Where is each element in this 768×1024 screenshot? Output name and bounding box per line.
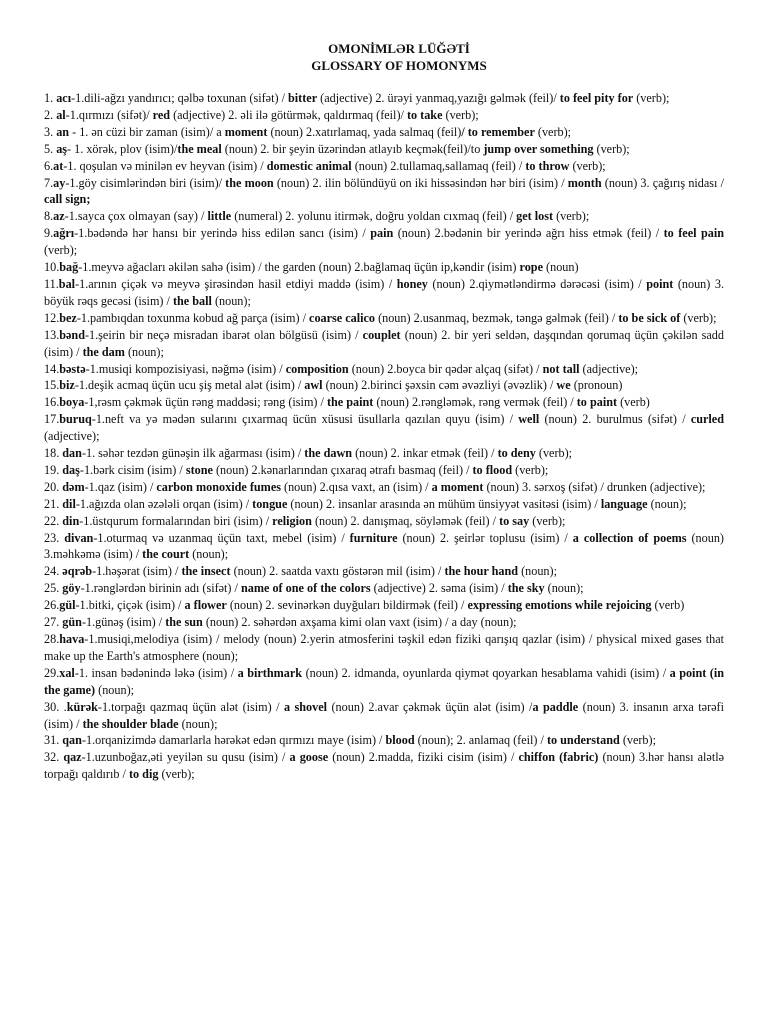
entry-text: (noun) 2.qısa vaxt, an (isim) / (280, 479, 432, 494)
entry-bold-text: bez (59, 310, 77, 325)
entry-text: -1.dili-ağzı yandırıcı; qəlbə toxunan (sifət) / (71, 91, 289, 105)
entry-bold-text: bəstə (59, 361, 86, 376)
entry-text: (verb); (158, 767, 195, 782)
entry-text: 21. (44, 496, 63, 511)
entry-text: -1.sayca çox olmayan (say) / (64, 209, 208, 224)
entry-text: (noun) 2. danışmaq, söyləmək (feil) / (311, 513, 500, 528)
entry-bold-text: the insect (181, 564, 231, 579)
entry-text: -1,rəsm çəkmək üçün rəng maddəsi; rəng (isim) / (84, 395, 327, 410)
glossary-entry (44, 614, 724, 631)
entry-bold-text: to feel pain (663, 226, 725, 241)
entry-bold-text: an (56, 124, 70, 139)
entry-text: (noun); (95, 682, 135, 697)
entry-text: (noun) 2.rəngləmək, rəng vermək (feil) / (373, 395, 577, 410)
entry-bold-text: hava (59, 632, 85, 646)
entry-text: 1. (44, 91, 57, 105)
entry-text: 12. (44, 310, 60, 325)
glossary-entry (44, 377, 724, 394)
entry-text: 9. (44, 226, 54, 241)
glossary-entry (44, 462, 724, 479)
entry-bold-text: language (600, 496, 648, 511)
entry-text: -1.qırmızı (sifət)/ (65, 107, 153, 122)
entry-bold-text: month (567, 175, 602, 190)
entry-bold-text: a collection of poems (572, 530, 687, 545)
entry-text: -1.günəş (isim) / (81, 615, 166, 630)
entry-text: 23. (44, 530, 65, 545)
entry-text: (noun) 2. idmanda, oyunlarda qiymət qoyarkan hesablama vahidi (isim) / (302, 665, 670, 680)
entry-bold-text: composition (285, 361, 349, 376)
entry-text: -1.musiqi,melodiya (isim) / melody (noun) 2.yerin atmosferini təşkil edən fiziki qarışıq qazlar (isim) / physical mixed gases that make up the Earth's atmosphere (noun); (44, 632, 724, 663)
glossary-entry (44, 563, 724, 580)
entry-text: 14. (44, 361, 60, 376)
entry-text: (adjective) 2. ürəyi yanmaq,yazığı gəlmək (feil)/ (317, 91, 560, 105)
entry-text: (numeral) 2. yolunu itirmək, doğru yoldan cıxmaq (feil) / (231, 209, 517, 224)
entry-text: (noun); 2. anlamaq (feil) / (414, 733, 547, 748)
entry-text: (noun) 2.birinci şəxsin cəm əvəzliyi (əvəzlik) / (322, 378, 557, 393)
entry-bold-text: kürək (66, 699, 98, 714)
entry-text: (noun) 2. burulmus (sifət) / (539, 412, 691, 427)
entry-text: -1.oturmaq və uzanmaq üçün taxt, mebel (isim) / (93, 530, 350, 545)
entry-bold-text: to say (499, 513, 530, 528)
entry-bold-text: dil (62, 496, 76, 511)
glossary-entry (44, 732, 724, 749)
entry-text: (noun) 2. saatda vaxtı göstərən mil (isim) / (230, 564, 445, 579)
entry-text: -1.musiqi kompozisiyasi, nəğmə (isim) / (85, 361, 286, 376)
entry-text: (noun) 2.usanmaq, bezmək, təngə gəlmək (feil) / (375, 310, 619, 325)
entry-text: 31. (44, 733, 63, 748)
entry-bold-text: the paint (326, 395, 374, 410)
entry-text: 5. (44, 141, 57, 156)
entry-bold-text: bənd (59, 327, 85, 342)
entry-bold-text: pain (370, 226, 394, 241)
entry-bold-text: domestic animal (266, 158, 352, 173)
entry-text: -1.deşik acmaq üçün ucu şiş metal alət (isim) / (74, 378, 305, 393)
entry-bold-text: to understand (546, 733, 620, 748)
entry-text: (verb); (633, 91, 670, 105)
entry-text: (verb); (512, 462, 549, 477)
entry-text: 25. (44, 581, 63, 596)
entry-text: (verb); (619, 733, 656, 748)
entry-text: (noun) 2.madda, fiziki cisim (isim) / (328, 750, 519, 765)
entry-bold-text: gül (59, 598, 76, 613)
entry-bold-text: the sky (507, 581, 545, 596)
entry-text: 30. . (44, 699, 67, 714)
entry-text: (verb); (529, 513, 566, 528)
entry-bold-text: we (556, 378, 571, 393)
entry-text: (noun) 3. çağırış nidası / (601, 175, 724, 190)
entry-text: (noun) 2.kənarlarından çıxaraq ətrafı basmaq (feil) / (212, 462, 473, 477)
entry-text: (noun) 2. şeirlər toplusu (isim) / (397, 530, 573, 545)
entry-text: (verb); (442, 107, 479, 122)
entry-text: (noun) 2. bir yeri seldən, daşqından qorumaq üçün çəkilən sadd (isim) / (44, 327, 724, 359)
entry-text: (verb); (680, 310, 717, 325)
entry-bold-text: ay (53, 175, 66, 190)
glossary-list (44, 90, 724, 783)
entry-text: -1.həşərat (isim) / (92, 564, 182, 579)
entry-text: (pronoun) (570, 378, 623, 393)
entry-bold-text: aş (56, 141, 68, 156)
glossary-entry (44, 361, 724, 378)
entry-text: 7. (44, 175, 54, 190)
entry-text: (adjective); (44, 429, 100, 444)
entry-bold-text: a goose (289, 750, 329, 765)
entry-text: 29. (44, 665, 60, 680)
entry-bold-text: biz (59, 378, 75, 393)
entry-bold-text: the court (142, 547, 190, 562)
glossary-entry (44, 259, 724, 276)
entry-bold-text: religion (272, 513, 312, 528)
entry-text: -1.pambıqdan toxunma kobud ağ parça (isim) / (76, 310, 310, 325)
entry-text: -1.uzunboğaz,əti yeyilən su qusu (isim) / (81, 750, 290, 765)
entry-bold-text: gün (62, 615, 82, 630)
entry-text: 8. (44, 209, 54, 224)
entry-text: (noun); (189, 547, 229, 562)
entry-text: (adjective); (579, 361, 639, 376)
entry-bold-text: / to remember (461, 124, 535, 139)
entry-bold-text: bağ (59, 260, 79, 275)
entry-bold-text: qan (62, 733, 82, 748)
entry-text: 3. (44, 124, 57, 139)
entry-text: -1.bitki, çiçək (isim) / (75, 598, 185, 613)
entry-bold-text: moment (224, 124, 268, 139)
entry-text: 17. (44, 412, 60, 427)
glossary-entry (44, 597, 724, 614)
entry-bold-text: chiffon (fabric) (518, 750, 599, 765)
entry-bold-text: əqrəb (62, 564, 93, 579)
entry-text: 13. (44, 327, 60, 342)
entry-bold-text: a moment (431, 479, 484, 494)
entry-bold-text: to dig (128, 767, 159, 782)
entry-text: (adjective) 2. əli ilə götürmək, qaldırmaq (feil)/ (170, 107, 407, 122)
glossary-entry (44, 699, 724, 733)
entry-bold-text: blood (385, 733, 415, 748)
entry-text: 10. (44, 260, 60, 275)
entry-bold-text: red (152, 107, 171, 122)
entry-bold-text: awl (304, 378, 323, 393)
glossary-entry (44, 310, 724, 327)
entry-text: (noun); (124, 344, 164, 359)
entry-bold-text: expressing emotions while rejoicing (467, 598, 652, 613)
glossary-entry (44, 225, 724, 259)
entry-text: -1.şeirin bir neçə misradan ibarət olan bölgüsü (isim) / (84, 327, 363, 342)
entry-text: (verb); (569, 158, 606, 173)
entry-text: - 1. ən cüzi bir zaman (isim)/ a (69, 124, 225, 139)
entry-text: (noun) 2.avar çəkmək üçün alət (isim) / (327, 699, 533, 714)
entry-text: (noun) 2. bir şeyin üzərindən atlayıb keçmək(feil)/to (221, 141, 484, 156)
entry-bold-text: to deny (497, 446, 536, 461)
glossary-entry (44, 276, 724, 310)
title-english: GLOSSARY OF HOMONYMS (311, 58, 487, 73)
entry-text: -1.rənglərdən birinin adı (sifət) / (80, 581, 241, 596)
entry-text: (noun); (647, 496, 687, 511)
entry-text: (noun) 2. ilin bölündüyü on iki hissəsindən hər biri (isim) / (273, 175, 568, 190)
entry-text: (noun) 3. sərxoş (sifət) / drunken (adjective); (483, 479, 706, 494)
entry-bold-text: a birthmark (237, 665, 303, 680)
entry-text: (verb) (651, 598, 685, 613)
entry-bold-text: buruq (59, 412, 92, 427)
entry-text: 19. (44, 462, 63, 477)
entry-text: -1.üstqurum formalarından biri (isim) / (79, 513, 273, 528)
entry-text: -1. səhər tezdən günəşin ilk ağarması (isim) / (81, 446, 305, 461)
entry-text: -1. insan bədənində ləkə (isim) / (74, 665, 238, 680)
entry-text: 2. (44, 107, 57, 122)
entry-text: 16. (44, 395, 60, 410)
entry-bold-text: göy (62, 581, 81, 596)
entry-bold-text: dəm (62, 479, 85, 494)
entry-text: 28. (44, 632, 60, 646)
glossary-entry (44, 175, 724, 209)
entry-bold-text: to paint (576, 395, 618, 410)
entry-bold-text: couplet (362, 327, 401, 342)
entry-bold-text: rope (519, 260, 543, 275)
entry-text: -1.meyvə ağacları əkilən sahə (isim) / the garden (noun) 2.bağlamaq üçün ip,kəndir (isim) (78, 260, 520, 275)
entry-text: (noun) 2. səhərdən axşama kimi olan vaxt (isim) / a day (noun); (202, 615, 517, 630)
entry-bold-text: a shovel (283, 699, 328, 714)
entry-bold-text: ağrı (53, 226, 75, 241)
entry-bold-text: the moon (225, 175, 274, 190)
glossary-entry (44, 479, 724, 496)
entry-bold-text: xal (59, 665, 75, 680)
glossary-entry (44, 665, 724, 699)
entry-text: (noun) 2. insanlar arasında ən mühüm ünsiyyət vasitəsi (isim) / (287, 496, 601, 511)
title-block (44, 40, 724, 74)
entry-text: (noun) (543, 260, 579, 275)
entry-text: (noun) 3. böyük rəqs gecəsi (isim) / (44, 276, 724, 308)
entry-text: -1.bərk cisim (isim) / (79, 462, 186, 477)
glossary-entry (44, 90, 724, 107)
entry-text: 15. (44, 378, 60, 393)
entry-text: (noun) 2.tullamaq,sallamaq (feil) / (351, 158, 526, 173)
entry-text: -1.arının çiçək və meyvə şirəsindən hasil etdiyi maddə (isim) / (75, 276, 397, 291)
entry-bold-text: a flower (184, 598, 227, 613)
glossary-entry (44, 327, 724, 361)
entry-bold-text: divan (64, 530, 94, 545)
entry-bold-text: the ball (172, 293, 212, 308)
entry-bold-text: stone (185, 462, 213, 477)
entry-text: (verb); (593, 141, 630, 156)
title-azerbaijani: OMONİMLƏR LÜĞƏTİ (328, 41, 470, 56)
entry-text: 6. (44, 158, 54, 173)
entry-bold-text: boya (59, 395, 85, 410)
entry-text: 22. (44, 513, 63, 528)
entry-bold-text: to feel pity for (559, 91, 634, 105)
entry-text: -1. qoşulan və minilən ev heyvan (isim) / (63, 158, 267, 173)
entry-text: (verb) (617, 395, 650, 410)
entry-bold-text: curled (690, 412, 724, 427)
entry-bold-text: al (56, 107, 66, 122)
glossary-entry (44, 158, 724, 175)
entry-bold-text: little (207, 209, 232, 224)
glossary-entry (44, 141, 724, 158)
entry-text: 32. (44, 750, 64, 765)
entry-text: -1.neft va yə mədən sularını çıxarmaq ücün xüsusi üsullarla qazılan quyu (isim) / (91, 412, 519, 427)
entry-bold-text: the shoulder blade (82, 716, 179, 731)
entry-text: 20. (44, 479, 63, 494)
entry-text: (noun) 2. inkar etmək (feil) / (352, 446, 498, 461)
glossary-entry (44, 411, 724, 445)
glossary-entry (44, 124, 724, 141)
entry-text: 11. (44, 276, 59, 291)
entry-bold-text: to flood (472, 462, 513, 477)
entry-bold-text: point (646, 276, 674, 291)
glossary-entry (44, 445, 724, 462)
entry-text: 24. (44, 564, 63, 579)
entry-bold-text: honey (396, 276, 428, 291)
entry-text: -1.qaz (isim) / (84, 479, 157, 494)
glossary-entry (44, 394, 724, 411)
entry-bold-text: a paddle (532, 699, 579, 714)
entry-text: - 1. xörək, plov (isim)/ (67, 141, 178, 156)
entry-text: (adjective) 2. səma (isim) / (370, 581, 508, 596)
entry-text: -1.göy cisimlərindən biri (isim)/ (65, 175, 226, 190)
entry-bold-text: to throw (525, 158, 570, 173)
entry-text: (noun) 2.bədənin bir yerində ağrı hiss etmək (feil) / (393, 226, 664, 241)
entry-text: (noun) 2.qiymətləndirmə dərəcəsi (isim) / (427, 276, 647, 291)
entry-text: (verb); (534, 124, 572, 139)
entry-bold-text: acı (56, 91, 72, 105)
entry-text: -1.orqanizimdə damarlarla hərəkət edən qırmızı maye (isim) / (81, 733, 386, 748)
entry-bold-text: a point (in the game) (44, 665, 725, 697)
entry-bold-text: well (518, 412, 540, 427)
entry-text: (noun) 3.hər hansı alətlə torpağı qaldırıb / (44, 750, 724, 782)
glossary-entry (44, 513, 724, 530)
glossary-entry (44, 208, 724, 225)
entry-bold-text: carbon monoxide fumes (156, 479, 281, 494)
entry-bold-text: name of one of the colors (240, 581, 371, 596)
entry-bold-text: qaz (63, 750, 82, 765)
entry-bold-text: furniture (349, 530, 398, 545)
entry-bold-text: the hour hand (444, 564, 519, 579)
entry-bold-text: call sign; (44, 192, 91, 207)
entry-bold-text: the dawn (304, 446, 353, 461)
entry-text: 27. (44, 615, 63, 630)
entry-bold-text: jump over something (483, 141, 594, 156)
entry-text: (verb); (535, 446, 573, 461)
entry-bold-text: the meal (177, 141, 222, 156)
entry-text: (noun); (544, 581, 584, 596)
entry-bold-text: daş (62, 462, 80, 477)
entry-bold-text: to take (406, 107, 443, 122)
entry-text: (noun); (518, 564, 557, 579)
entry-bold-text: the sun (165, 615, 203, 630)
entry-text: 18. (44, 446, 63, 461)
entry-bold-text: at (53, 158, 64, 173)
entry-bold-text: az (53, 209, 65, 224)
entry-bold-text: bitter (288, 91, 318, 105)
entry-bold-text: get lost (516, 209, 554, 224)
entry-text: (verb); (553, 209, 590, 224)
glossary-entry (44, 107, 724, 124)
entry-bold-text: dan (62, 446, 82, 461)
glossary-entry (44, 496, 724, 513)
entry-bold-text: not tall (542, 361, 580, 376)
glossary-entry (44, 580, 724, 597)
entry-text: (noun) 2. sevinərkən duyğuları bildirmək (feil) / (226, 598, 468, 613)
glossary-entry (44, 530, 724, 564)
entry-text: (noun); (178, 716, 218, 731)
entry-text: (noun) 2.boyca bir qədər alçaq (sifət) / (348, 361, 543, 376)
entry-bold-text: coarse calico (309, 310, 376, 325)
entry-text: (noun) 2.xatırlamaq, yada salmaq (feil) (267, 124, 462, 139)
entry-bold-text: tongue (252, 496, 288, 511)
entry-text: 26. (44, 598, 60, 613)
entry-text: (noun); (211, 293, 251, 308)
glossary-entry (44, 749, 724, 783)
entry-text: -1.bədəndə hər hansı bir yerində hiss edilən sancı (isim) / (74, 226, 371, 241)
entry-bold-text: to be sick of (618, 310, 681, 325)
entry-text: -1.ağızda olan əzələli orqan (isim) / (75, 496, 253, 511)
entry-text: (noun) 3.məhkəmə (isim) / (44, 530, 724, 562)
entry-text: (verb); (44, 243, 78, 258)
entry-text: (noun) 3. insanın arxa tərəfi (isim) / (44, 699, 724, 731)
entry-text: -1.torpağı qazmaq üçün alət (isim) / (97, 699, 284, 714)
entry-bold-text: the dam (82, 344, 125, 359)
entry-bold-text: din (62, 513, 80, 528)
glossary-entry (44, 631, 724, 665)
entry-bold-text: bal (58, 276, 76, 291)
